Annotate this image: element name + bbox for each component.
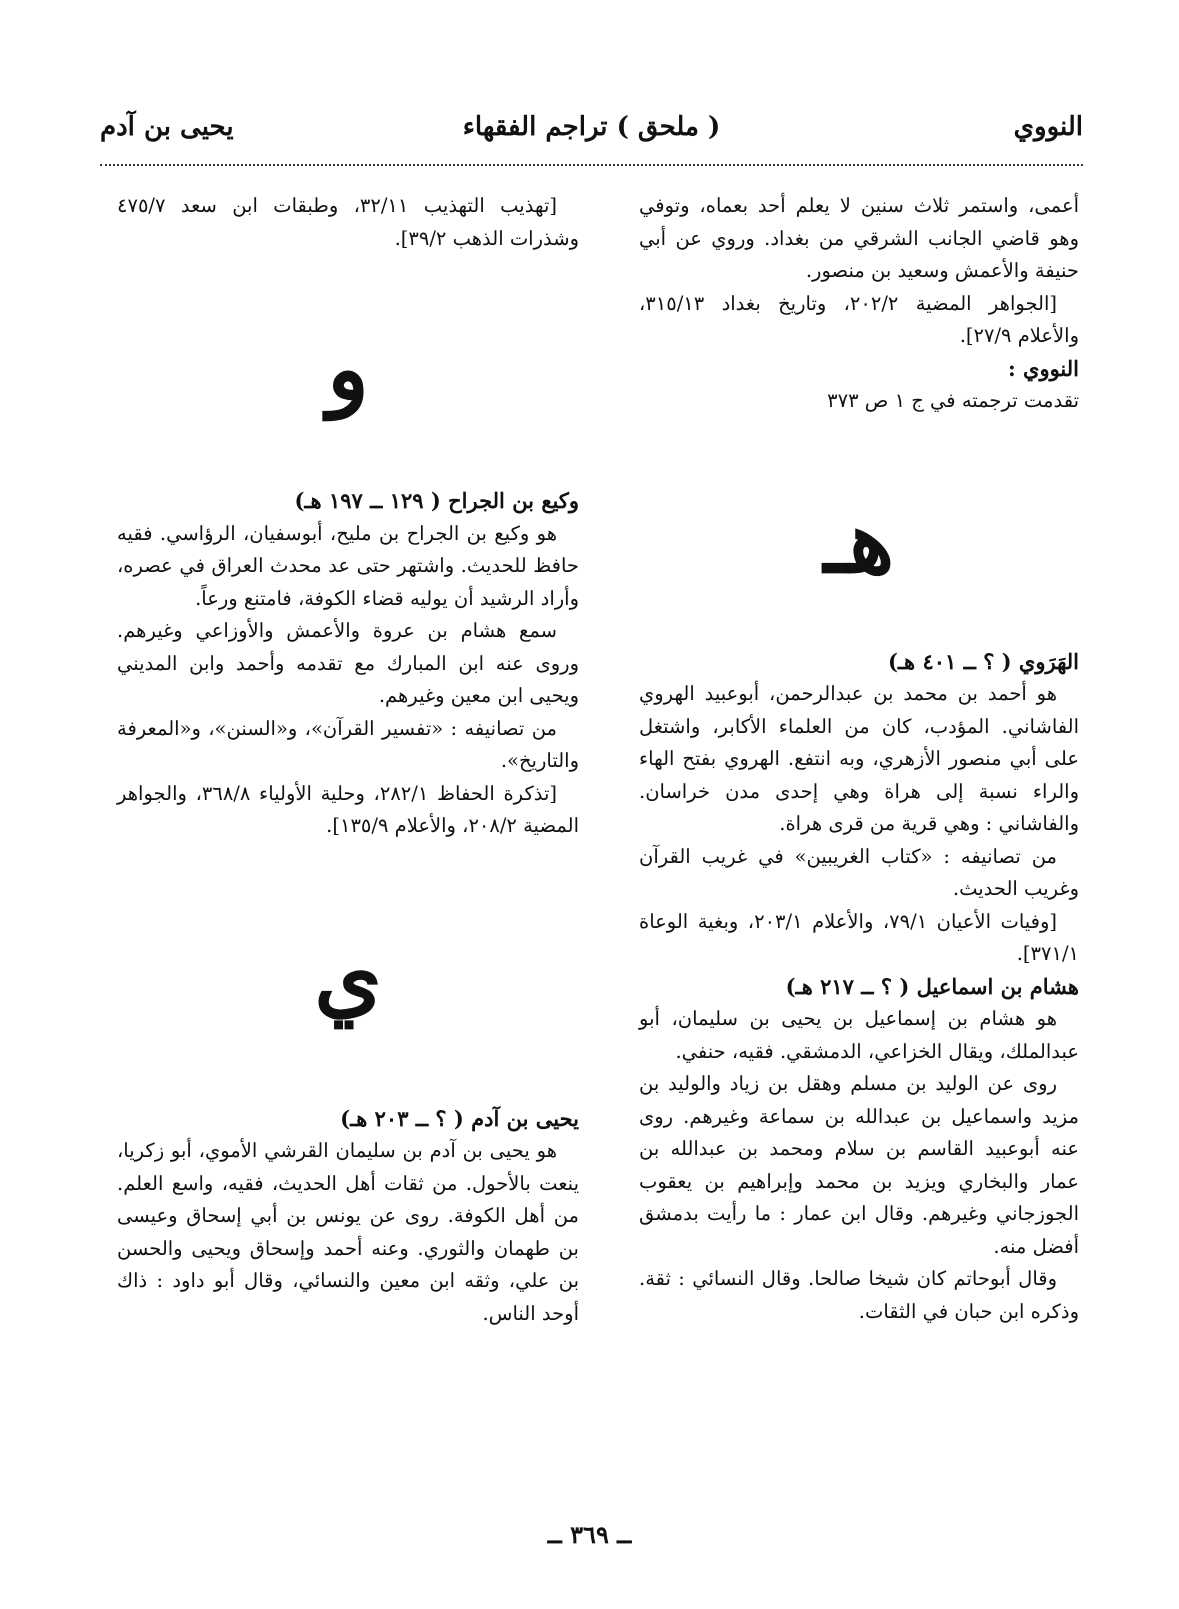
entry-paragraph: وقال أبوحاتم كان شيخا صالحا. وقال النسائي : ثقة. وذكره ابن حبان في الثقات.	[639, 1267, 1079, 1323]
entry-paragraph: هو وكيع بن الجراح بن مليح، أبوسفيان، الرؤاسي. فقيه حافظ للحديث. واشتهر حتى عد محدث العراق في عصره، وأراد الرشيد أن يوليه قضاء الكوفة، فامتنع ورعاً.	[117, 521, 579, 610]
references: [وفيات الأعيان ٧٩/١، والأعلام ٢٠٣/١، وبغية الوعاة ٣٧١/١].	[639, 909, 1079, 965]
section-letter-waw: و	[327, 319, 369, 420]
header-section-title: ( ملحق ) تراجم الفقهاء	[462, 112, 721, 142]
entry-paragraph: هو يحيى بن آدم بن سليمان القرشي الأموي، أبو زكريا، ينعت بالأحول. من ثقات أهل الحديث، فقيه، واسع العلم. من أهل الكوفة. روى عن يونس بن أبي إسحاق وعيسى بن طهمان والثوري. وعنه أحمد وإسحاق ويحيى والحسن بن علي، وثقه ابن معين والنسائي، وقال أبو داود : ذاك أوحد الناس.	[117, 1139, 579, 1325]
entry-text-nawawi: تقدمت ترجمته في ج ١ ص ٣٧٣	[827, 389, 1079, 412]
references: [الجواهر المضية ٢٠٢/٢، وتاريخ بغداد ٣١٥/١٣، والأعلام ٢٧/٩].	[639, 291, 1079, 347]
section-letter-ha: هـ	[823, 491, 895, 593]
entry-paragraph: سمع هشام بن عروة والأعمش والأوزاعي وغيرهم. وروى عنه ابن المبارك مع تقدمه وأحمد وابن المديني ويحيى ابن معين وغيرهم.	[117, 619, 579, 707]
references: [تهذيب التهذيب ٣٢/١١، وطبقات ابن سعد ٤٧٥/٧ وشذرات الذهب ٣٩/٢].	[117, 194, 579, 250]
entry-title-waki: وكيع بن الجراح ( ١٢٩ ــ ١٩٧ هـ)	[294, 488, 579, 513]
section-letter-ya: ي	[314, 926, 382, 1028]
entry-title-yahya: يحيى بن آدم ( ؟ ــ ٢٠٣ هـ)	[340, 1105, 579, 1131]
continued-paragraph: أعمى، واستمر ثلاث سنين لا يعلم أحد بعماه، وتوفي وهو قاضي الجانب الشرقي من بغداد. وروي عن أبي حنيفة والأعمش وسعيد بن منصور.	[639, 194, 1079, 282]
entry-paragraph: هو هشام بن إسماعيل بن يحيى بن سليمان، أبو عبدالملك، ويقال الخزاعي، الدمشقي. فقيه، حنفي.	[639, 1007, 1079, 1063]
entry-paragraph: هو أحمد بن محمد بن عبدالرحمن، أبوعبيد الهروي الفاشاني. المؤدب، كان من العلماء الأكابر، واشتغل على أبي منصور الأزهري، وبه انتفع. الهروي بفتح الهاء والراء نسبة إلى هراة وهي إحدى مدن خراسان. والفاشاني : وهي قرية من قرى هراة.	[639, 682, 1079, 835]
page-number: ــ ٣٦٩ ــ	[547, 1520, 632, 1549]
entry-title-hisham: هشام بن اسماعيل ( ؟ ــ ٢١٧ هـ)	[785, 973, 1079, 999]
entry-paragraph: من تصانيفه : «تفسير القرآن»، و«السنن»، و«المعرفة والتاريخ».	[117, 716, 579, 772]
entry-paragraph: روى عن الوليد بن مسلم وهقل بن زياد والوليد بن مزيد واسماعيل بن عبدالله بن سماعة وغيرهم. روى عنه أبوعبيد القاسم بن سلام ومحمد بن عبدالله بن عمار والبخاري ويزيد بن محمد وإبراهيم بن يعقوب الجوزجاني وغيرهم. وقال ابن عمار : ما رأيت بدمشق أفضل منه.	[639, 1072, 1079, 1258]
entry-title-harawi: الهَرَوي ( ؟ ــ ٤٠١ هـ)	[887, 648, 1079, 674]
right-column	[639, 190, 1079, 1328]
header-right-term: النووي	[1013, 112, 1083, 142]
header-left-term: يحيى بن آدم	[100, 112, 234, 142]
running-header	[100, 112, 1083, 162]
entry-paragraph: من تصانيفه : «كتاب الغريبين» في غريب القرآن وغريب الحديث.	[639, 844, 1079, 900]
header-divider	[100, 164, 1083, 166]
left-column	[117, 190, 579, 1330]
entry-title-nawawi: النووي :	[1007, 355, 1079, 381]
references: [تذكرة الحفاظ ٢٨٢/١، وحلية الأولياء ٣٦٨/٨، والجواهر المضية ٢٠٨/٢، والأعلام ١٣٥/٩].	[117, 781, 579, 837]
